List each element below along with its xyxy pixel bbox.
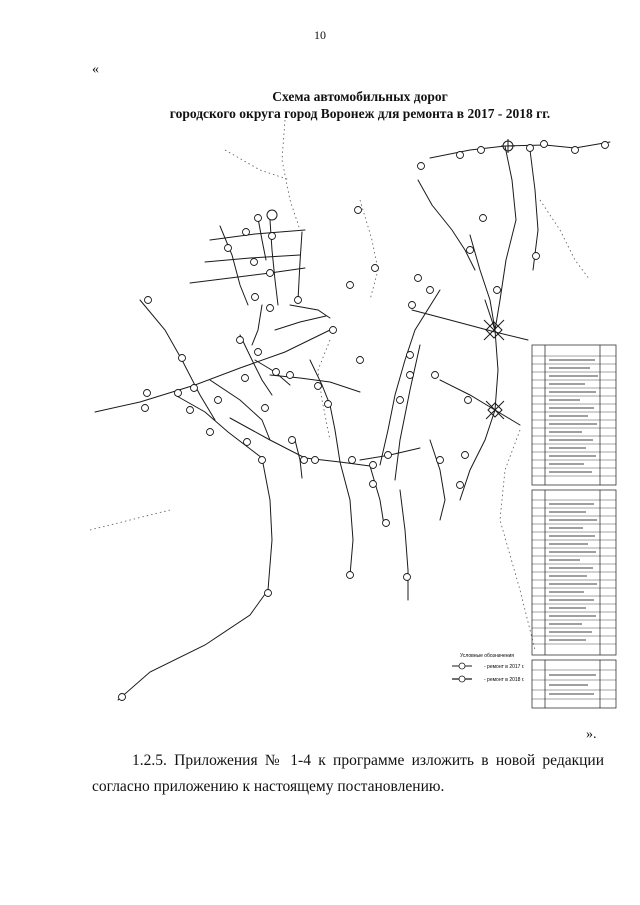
map-marker — [207, 429, 214, 436]
map-title-line-1: Схема автомобильных дорог — [272, 89, 448, 104]
map-marker — [480, 215, 487, 222]
road-nw-1 — [190, 268, 305, 283]
interchanges — [267, 139, 515, 419]
map-marker — [370, 462, 377, 469]
map-marker — [347, 572, 354, 579]
map-marker — [409, 302, 416, 309]
map-marker — [407, 352, 414, 359]
map-marker — [142, 405, 149, 412]
map-marker — [527, 145, 534, 152]
road-se-6 — [340, 462, 353, 575]
road-west-6 — [240, 335, 272, 395]
map-marker — [289, 437, 296, 444]
map-marker — [457, 482, 464, 489]
map-marker — [273, 369, 280, 376]
interchange — [501, 139, 515, 153]
opening-quote: « — [92, 62, 99, 77]
map-marker — [572, 147, 579, 154]
dotted-line — [90, 510, 170, 530]
map-marker — [244, 439, 251, 446]
map-marker — [262, 405, 269, 412]
interchange — [267, 210, 277, 220]
map-marker — [397, 397, 404, 404]
map-marker — [191, 385, 198, 392]
map-marker — [252, 294, 259, 301]
road-centre-2 — [310, 360, 340, 462]
map-marker — [467, 247, 474, 254]
map-marker — [255, 349, 262, 356]
map-marker — [415, 275, 422, 282]
road-west-1 — [95, 330, 330, 412]
road-west-2 — [140, 300, 215, 420]
map-marker — [432, 372, 439, 379]
map-marker — [259, 457, 266, 464]
map-marker — [462, 452, 469, 459]
map-marker — [265, 590, 272, 597]
map-legend — [452, 653, 524, 683]
map-marker — [404, 574, 411, 581]
map-marker — [301, 457, 308, 464]
road-west-3 — [210, 380, 270, 440]
road-southwest — [118, 458, 272, 700]
legend-title: Условные обозначения — [460, 653, 515, 659]
interchange — [486, 401, 504, 419]
map-marker — [243, 229, 250, 236]
dotted-line — [540, 200, 590, 280]
map-marker — [312, 457, 319, 464]
map-marker — [357, 357, 364, 364]
map-marker — [119, 694, 126, 701]
map-marker — [347, 282, 354, 289]
road-nw-6 — [298, 232, 302, 300]
table-frame-extra — [532, 660, 616, 708]
road-ne-9 — [395, 345, 420, 480]
table-frame-2018 — [532, 490, 616, 655]
road-ne-2 — [495, 146, 516, 330]
road-se-4 — [370, 466, 384, 525]
map-marker — [144, 390, 151, 397]
map-marker — [145, 297, 152, 304]
dotted-line — [282, 120, 300, 230]
map-marker — [237, 337, 244, 344]
map-marker — [330, 327, 337, 334]
map-marker — [267, 305, 274, 312]
map-marker — [287, 372, 294, 379]
road-se-2 — [440, 380, 520, 425]
map-markers — [119, 141, 609, 701]
map-marker — [427, 287, 434, 294]
map-marker — [457, 152, 464, 159]
map-marker — [175, 390, 182, 397]
map-marker — [325, 401, 332, 408]
body-text — [92, 748, 604, 800]
map-marker — [225, 245, 232, 252]
map-marker — [187, 407, 194, 414]
map-marker — [602, 142, 609, 149]
road-network — [95, 142, 610, 700]
map-marker — [370, 481, 377, 488]
road-ne-3 — [418, 180, 475, 270]
map-marker — [255, 215, 262, 222]
map-marker — [269, 233, 276, 240]
map-marker — [179, 355, 186, 362]
map-marker — [215, 397, 222, 404]
map-marker — [541, 141, 548, 148]
paragraph-1-2-5: 1.2.5. Приложения № 1-4 к программе изложить в новой редакции согласно приложению к настоящему постановлению. — [92, 752, 604, 795]
map-marker — [465, 397, 472, 404]
map-marker — [349, 457, 356, 464]
map-title-line-2: городского округа город Воронеж для ремонта в 2017 - 2018 гг. — [169, 106, 551, 121]
map-marker — [383, 520, 390, 527]
road-nw-7 — [258, 218, 266, 260]
map-marker — [295, 297, 302, 304]
road-se-3 — [430, 440, 445, 520]
road-ne-8 — [485, 300, 498, 410]
map-marker — [437, 457, 444, 464]
map-marker — [478, 147, 485, 154]
map-marker — [355, 207, 362, 214]
dotted-line — [360, 200, 378, 300]
map-marker — [494, 287, 501, 294]
dotted-line — [500, 430, 535, 650]
road-nw-10 — [275, 316, 326, 330]
map-marker — [242, 375, 249, 382]
legend-item-2018: - ремонт в 2018 г. — [484, 677, 525, 683]
road-west-4 — [175, 395, 262, 458]
dotted-line — [225, 150, 290, 180]
road-nw-8 — [252, 305, 262, 345]
page-number: 10 — [314, 28, 326, 42]
map-marker — [418, 163, 425, 170]
closing-quote: ». — [586, 727, 597, 742]
map-marker — [267, 270, 274, 277]
road-ne-5 — [530, 150, 538, 270]
map-marker — [407, 372, 414, 379]
map-marker — [251, 259, 258, 266]
road-ne-7 — [412, 310, 528, 340]
legend-item-2017: - ремонт в 2017 г. — [484, 664, 525, 670]
road-se-5 — [400, 490, 408, 600]
map-marker — [385, 452, 392, 459]
map-marker — [533, 253, 540, 260]
